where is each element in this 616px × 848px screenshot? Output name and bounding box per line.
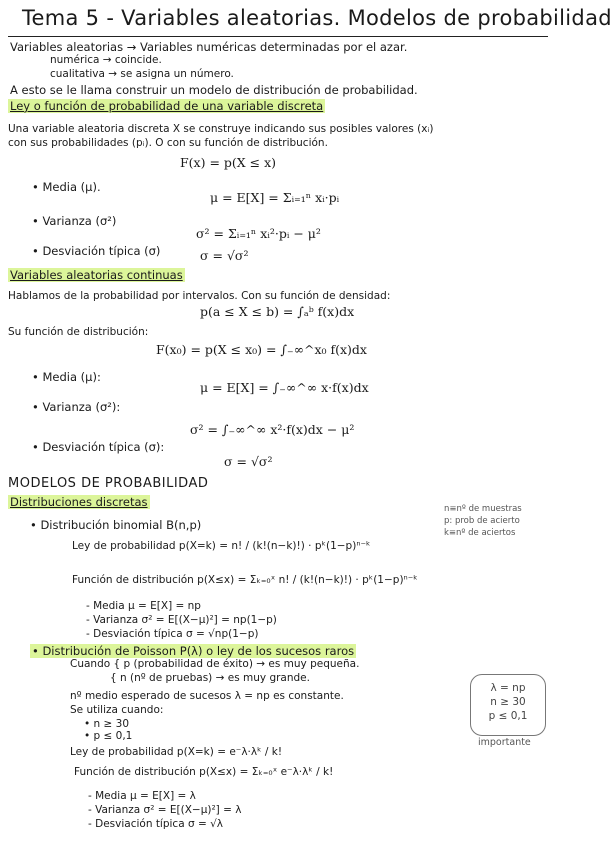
poisson-line-4: Se utiliza cuando: bbox=[70, 704, 164, 716]
discrete-heading: Ley o función de probabilidad de una variable discreta bbox=[10, 99, 324, 113]
poisson-deviation: - Desviación típica σ = √λ bbox=[88, 818, 224, 830]
continuous-distribution-formula: F(x₀) = p(X ≤ x₀) = ∫₋∞^x₀ f(x)dx bbox=[156, 342, 367, 357]
box-line-2: n ≥ 30 bbox=[490, 696, 526, 708]
continuous-density-formula: p(a ≤ X ≤ b) = ∫ₐᵇ f(x)dx bbox=[200, 304, 355, 319]
binomial-law: Ley de probabilidad p(X=k) = n! / (k!(n−k)!) · pᵏ(1−p)ⁿ⁻ᵏ bbox=[72, 540, 371, 552]
discrete-distributions-heading: Distribuciones discretas bbox=[10, 495, 148, 509]
continuous-line-2: Su función de distribución: bbox=[8, 326, 149, 338]
poisson-line-6: • p ≤ 0,1 bbox=[84, 730, 133, 742]
poisson-label: • Distribución de Poisson P(λ) o ley de los sucesos raros bbox=[30, 644, 356, 658]
discrete-mean-formula: μ = E[X] = Σᵢ₌₁ⁿ xᵢ·pᵢ bbox=[210, 190, 340, 205]
discrete-variance-formula: σ² = Σᵢ₌₁ⁿ xᵢ²·pᵢ − μ² bbox=[196, 226, 321, 241]
discrete-deviation-formula: σ = √σ² bbox=[200, 248, 249, 263]
binomial-deviation: - Desviación típica σ = √np(1−p) bbox=[86, 628, 259, 640]
poisson-line-2: { n (nº de pruebas) → es muy grande. bbox=[110, 672, 310, 684]
discrete-mean-label: • Media (μ). bbox=[32, 180, 101, 194]
continuous-mean-formula: μ = E[X] = ∫₋∞^∞ x·f(x)dx bbox=[200, 380, 369, 395]
discrete-deviation-label: • Desviación típica (σ) bbox=[32, 244, 160, 258]
poisson-mean: - Media μ = E[X] = λ bbox=[88, 790, 196, 802]
discrete-line-1: Una variable aleatoria discreta X se construye indicando sus posibles valores (xᵢ) bbox=[8, 123, 434, 135]
continuous-line-1: Hablamos de la probabilidad por intervalos. Con su función de densidad: bbox=[8, 290, 391, 302]
poisson-distribution: Función de distribución p(X≤x) = Σₖ₌₀ˣ e⁻λ·λᵏ / k! bbox=[74, 766, 334, 778]
poisson-line-5: • n ≥ 30 bbox=[84, 718, 130, 730]
title-underline bbox=[8, 36, 548, 37]
discrete-distribution-formula: F(x) = p(X ≤ x) bbox=[180, 155, 277, 170]
discrete-line-2: con sus probabilidades (pᵢ). O con su función de distribución. bbox=[8, 137, 328, 149]
binomial-note-2: p: prob de acierto bbox=[444, 516, 520, 526]
intro-line-3: cualitativa → se asigna un número. bbox=[50, 68, 234, 80]
continuous-mean-label: • Media (μ): bbox=[32, 370, 101, 384]
box-caption: importante bbox=[478, 737, 531, 748]
binomial-note-1: n≡nº de muestras bbox=[444, 504, 522, 514]
intro-line-4: A esto se le llama construir un modelo de distribución de probabilidad. bbox=[10, 83, 418, 97]
continuous-variance-formula: σ² = ∫₋∞^∞ x²·f(x)dx − μ² bbox=[190, 422, 355, 437]
poisson-line-3: nº medio esperado de sucesos λ = np es constante. bbox=[70, 690, 344, 702]
discrete-variance-label: • Varianza (σ²) bbox=[32, 214, 116, 228]
box-line-3: p ≤ 0,1 bbox=[488, 710, 528, 722]
poisson-law: Ley de probabilidad p(X=k) = e⁻λ·λᵏ / k! bbox=[70, 746, 283, 758]
poisson-conditions-box bbox=[470, 674, 546, 736]
binomial-distribution: Función de distribución p(X≤x) = Σₖ₌₀ˣ n! / (k!(n−k)!) · pᵏ(1−p)ⁿ⁻ᵏ bbox=[72, 574, 418, 586]
poisson-variance: - Varianza σ² = E[(X−μ)²] = λ bbox=[88, 804, 242, 816]
continuous-deviation-label: • Desviación típica (σ): bbox=[32, 440, 164, 454]
continuous-heading: Variables aleatorias continuas bbox=[10, 268, 183, 282]
box-line-1: λ = np bbox=[490, 682, 526, 694]
continuous-deviation-formula: σ = √σ² bbox=[224, 454, 273, 469]
models-heading: MODELOS DE PROBABILIDAD bbox=[8, 476, 209, 491]
continuous-variance-label: • Varianza (σ²): bbox=[32, 400, 120, 414]
binomial-variance: - Varianza σ² = E[(X−μ)²] = np(1−p) bbox=[86, 614, 277, 626]
binomial-note-3: k≡nº de aciertos bbox=[444, 528, 516, 538]
binomial-mean: - Media μ = E[X] = np bbox=[86, 600, 201, 612]
poisson-line-1: Cuando { p (probabilidad de éxito) → es muy pequeña. bbox=[70, 658, 360, 670]
intro-line-2: numérica → coincide. bbox=[50, 54, 162, 66]
intro-line-1: Variables aleatorias → Variables numéricas determinadas por el azar. bbox=[10, 40, 408, 54]
page-title: Tema 5 - Variables aleatorias. Modelos de probabilidad bbox=[22, 6, 612, 30]
binomial-label: • Distribución binomial B(n,p) bbox=[30, 518, 201, 532]
